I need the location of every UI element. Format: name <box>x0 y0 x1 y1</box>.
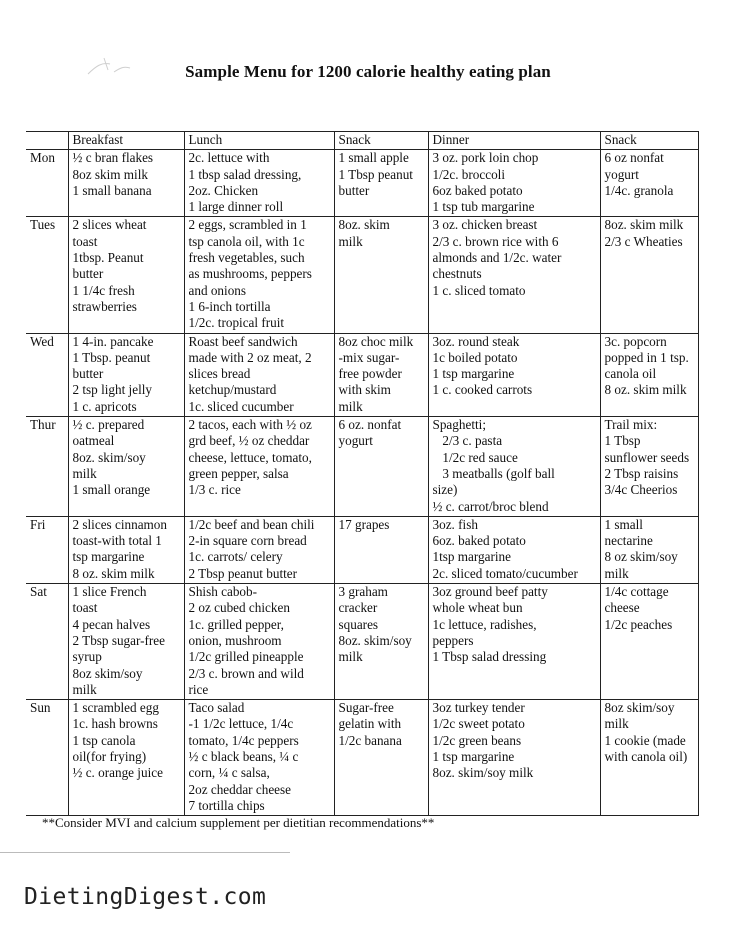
meal-item: butter <box>72 366 104 382</box>
meal-item: 3 oz. chicken breast <box>432 217 538 233</box>
meal-cell <box>334 217 428 333</box>
meal-item: and onions <box>188 282 247 298</box>
meal-cell <box>68 584 184 700</box>
day-label: Sun <box>26 700 68 816</box>
meal-item: 1 6-inch tortilla <box>188 298 271 314</box>
meal-item: toast <box>72 600 98 616</box>
meal-item: 2 slices cinnamon <box>72 516 167 532</box>
meal-cell <box>68 150 184 217</box>
meal-item: 1 c. cooked carrots <box>432 382 533 398</box>
meal-item: 2 tacos, each with ½ oz <box>188 417 312 433</box>
meal-item: 1 Tbsp <box>604 433 641 449</box>
meal-cell <box>68 417 184 517</box>
meal-item: onion, mushroom <box>188 632 282 648</box>
meal-cell <box>334 700 428 816</box>
meal-item: 1 c. sliced tomato <box>432 282 526 298</box>
meal-item: -mix sugar- <box>338 349 400 365</box>
meal-item: 3 graham <box>338 584 388 600</box>
meal-item: 2 oz cubed chicken <box>188 600 290 616</box>
column-header: Snack <box>600 132 698 150</box>
meal-cell <box>600 584 698 700</box>
meal-item: ½ c black beans, ¼ c <box>188 748 299 764</box>
meal-item: peppers <box>432 632 474 648</box>
meal-item: Trail mix: <box>604 417 658 433</box>
meal-cell <box>184 150 334 217</box>
meal-item: 1 1/4c fresh <box>72 282 135 298</box>
meal-item: syrup <box>72 649 102 665</box>
meal-cell <box>184 417 334 517</box>
table-row <box>26 217 698 333</box>
day-label: Thur <box>26 417 68 517</box>
meal-item: milk <box>604 716 629 732</box>
meal-cell <box>68 333 184 416</box>
meal-cell <box>68 700 184 816</box>
meal-item: 7 tortilla chips <box>188 797 265 813</box>
meal-cell <box>600 150 698 217</box>
meal-item: 1 small <box>604 516 643 532</box>
meal-item: strawberries <box>72 298 137 314</box>
meal-item: 6 oz. nonfat <box>338 417 402 433</box>
table-row <box>26 584 698 700</box>
meal-item: 1c lettuce, radishes, <box>432 616 537 632</box>
meal-item: 3oz ground beef patty <box>432 584 548 600</box>
meal-item: 1/2c sweet potato <box>432 716 525 732</box>
meal-item: 2 Tbsp raisins <box>604 465 679 481</box>
meal-item: 8oz skim/soy <box>604 700 675 716</box>
meal-item: 2 slices wheat <box>72 217 147 233</box>
meal-item: free powder <box>338 366 402 382</box>
meal-cell <box>428 700 600 816</box>
meal-cell <box>428 217 600 333</box>
meal-cell <box>334 516 428 583</box>
meal-cell <box>428 150 600 217</box>
meal-item: 1/2c banana <box>338 732 402 748</box>
meal-item: 2 tsp light jelly <box>72 382 152 398</box>
meal-item: 1c. sliced cucumber <box>188 398 294 414</box>
meal-cell <box>334 333 428 416</box>
column-header: Snack <box>334 132 428 150</box>
meal-item: ½ c. orange juice <box>72 765 163 781</box>
meal-item: squares <box>338 616 379 632</box>
day-label: Wed <box>26 333 68 416</box>
meal-cell <box>184 516 334 583</box>
meal-cell <box>68 516 184 583</box>
meal-item: ½ c. prepared <box>72 417 145 433</box>
meal-item: milk <box>338 398 363 414</box>
meal-cell <box>184 333 334 416</box>
meal-item: yogurt <box>338 433 373 449</box>
page-title: Sample Menu for 1200 calorie healthy eating plan <box>185 62 551 81</box>
meal-item: with skim <box>338 382 391 398</box>
meal-item: cheese, lettuce, tomato, <box>188 449 312 465</box>
meal-cell <box>184 217 334 333</box>
meal-item: 1 slice French <box>72 584 147 600</box>
meal-cell <box>428 584 600 700</box>
meal-item: 1c. grilled pepper, <box>188 616 284 632</box>
footnote: **Consider MVI and calcium supplement per dietitian recommendations** <box>42 815 435 830</box>
meal-cell <box>334 150 428 217</box>
meal-item: 1/2c. broccoli <box>432 166 506 182</box>
meal-item: 3 meatballs (golf ball <box>432 465 555 481</box>
meal-cell <box>600 217 698 333</box>
meal-item: 8 oz. skim milk <box>604 382 687 398</box>
meal-item: 3c. popcorn <box>604 333 667 349</box>
meal-item: grd beef, ½ oz cheddar <box>188 433 310 449</box>
meal-item: toast <box>72 233 98 249</box>
meal-item: 3oz. fish <box>432 516 478 532</box>
table-row <box>26 417 698 517</box>
meal-item: 3/4c Cheerios <box>604 482 678 498</box>
meal-item: 1 Tbsp peanut <box>338 166 413 182</box>
meal-item: 1/3 c. rice <box>188 482 241 498</box>
day-label: Sat <box>26 584 68 700</box>
meal-item: milk <box>72 681 97 697</box>
meal-item: oatmeal <box>72 433 115 449</box>
meal-cell <box>600 417 698 517</box>
meal-item: Roast beef sandwich <box>188 333 298 349</box>
meal-item: 2oz cheddar cheese <box>188 781 292 797</box>
meal-cell <box>600 333 698 416</box>
meal-item: with canola oil) <box>604 748 688 764</box>
meal-item: 1 cookie (made <box>604 732 686 748</box>
meal-item: 17 grapes <box>338 516 390 532</box>
meal-item: milk <box>338 649 363 665</box>
meal-item: corn, ¼ c salsa, <box>188 765 270 781</box>
meal-item: 1 Tbsp salad dressing <box>432 649 547 665</box>
table-header-row <box>26 132 698 150</box>
meal-item: size) <box>432 482 458 498</box>
meal-item: 1c. carrots/ celery <box>188 549 283 565</box>
meal-item: sunflower seeds <box>604 449 690 465</box>
meal-item: 2oz. Chicken <box>188 182 259 198</box>
meal-item: 2/3 c Wheaties <box>604 233 683 249</box>
meal-item: 2c. lettuce with <box>188 150 270 166</box>
day-label: Mon <box>26 150 68 217</box>
meal-item: 1tsp margarine <box>432 549 511 565</box>
day-label: Fri <box>26 516 68 583</box>
meal-item: 1 tbsp salad dressing, <box>188 166 302 182</box>
meal-item: almonds and 1/2c. water <box>432 250 562 266</box>
meal-item: 2 Tbsp sugar-free <box>72 632 166 648</box>
meal-item: nectarine <box>604 533 653 549</box>
meal-cell <box>184 700 334 816</box>
column-header: Breakfast <box>68 132 184 150</box>
meal-item: Shish cabob- <box>188 584 257 600</box>
meal-item: whole wheat bun <box>432 600 523 616</box>
meal-item: milk <box>72 465 97 481</box>
meal-item: tsp margarine <box>72 549 145 565</box>
meal-cell <box>334 417 428 517</box>
meal-item: cheese <box>604 600 640 616</box>
meal-item: 1 tsp tub margarine <box>432 199 535 215</box>
site-watermark: DietingDigest.com <box>24 884 267 910</box>
meal-item: 8oz. skim milk <box>604 217 684 233</box>
meal-item: oil(for frying) <box>72 748 147 764</box>
meal-item: 2 Tbsp peanut butter <box>188 565 298 581</box>
meal-item: slices bread <box>188 366 251 382</box>
meal-item: 1 small banana <box>72 182 152 198</box>
meal-cell <box>334 584 428 700</box>
meal-item: 1/2c green beans <box>432 732 522 748</box>
meal-item: butter <box>72 266 104 282</box>
meal-item: 1/2c red sauce <box>432 449 518 465</box>
meal-item: ½ c bran flakes <box>72 150 154 166</box>
meal-item: 8oz. skim/soy <box>72 449 146 465</box>
meal-cell <box>428 333 600 416</box>
meal-item: ketchup/mustard <box>188 382 277 398</box>
table-row <box>26 516 698 583</box>
meal-item: toast-with total 1 <box>72 533 162 549</box>
column-header: Dinner <box>428 132 600 150</box>
meal-item: 2 eggs, scrambled in 1 <box>188 217 307 233</box>
meal-item: 1 small apple <box>338 150 409 166</box>
meal-item: Taco salad <box>188 700 245 716</box>
meal-item: 1/2c. tropical fruit <box>188 315 285 331</box>
meal-item: 1 tsp margarine <box>432 748 515 764</box>
meal-item: 1 tsp margarine <box>432 366 515 382</box>
meal-cell <box>68 217 184 333</box>
meal-item: cracker <box>338 600 378 616</box>
meal-item: 2/3 c. pasta <box>432 433 503 449</box>
meal-item: milk <box>338 233 363 249</box>
meal-item: 1/4c. granola <box>604 182 674 198</box>
day-label: Tues <box>26 217 68 333</box>
meal-item: as mushrooms, peppers <box>188 266 312 282</box>
meal-item: 1 large dinner roll <box>188 199 284 215</box>
table-row <box>26 333 698 416</box>
header-corner-cell <box>26 132 68 150</box>
meal-item: 1 Tbsp. peanut <box>72 349 151 365</box>
meal-item: 3oz turkey tender <box>432 700 525 716</box>
meal-item: canola oil <box>604 366 657 382</box>
meal-item: 1 scrambled egg <box>72 700 159 716</box>
meal-item: 8oz. skim <box>338 217 390 233</box>
meal-item: rice <box>188 681 209 697</box>
meal-item: 8oz. skim/soy milk <box>432 765 534 781</box>
meal-item: 1 small orange <box>72 482 151 498</box>
meal-item: 3 oz. pork loin chop <box>432 150 539 166</box>
meal-item: 1c boiled potato <box>432 349 518 365</box>
meal-item: 4 pecan halves <box>72 616 151 632</box>
meal-item: 1 c. apricots <box>72 398 137 414</box>
meal-item: 8oz. skim/soy <box>338 632 412 648</box>
meal-item: Sugar-free <box>338 700 394 716</box>
menu-table-body <box>26 150 698 816</box>
menu-table <box>26 131 699 816</box>
meal-item: 1/2c peaches <box>604 616 673 632</box>
meal-cell <box>184 584 334 700</box>
meal-item: milk <box>604 565 629 581</box>
meal-item: 2/3 c. brown rice with 6 <box>432 233 559 249</box>
meal-item: -1 1/2c lettuce, 1/4c <box>188 716 294 732</box>
meal-item: 1/2c grilled pineapple <box>188 649 304 665</box>
table-row <box>26 150 698 217</box>
meal-item: 6oz baked potato <box>432 182 523 198</box>
meal-item: made with 2 oz meat, 2 <box>188 349 312 365</box>
meal-item: yogurt <box>604 166 639 182</box>
column-header: Lunch <box>184 132 334 150</box>
meal-item: Spaghetti; <box>432 417 486 433</box>
meal-item: 1 tsp canola <box>72 732 136 748</box>
meal-cell <box>600 700 698 816</box>
meal-item: popped in 1 tsp. <box>604 349 689 365</box>
meal-item: tsp canola oil, with 1c <box>188 233 305 249</box>
meal-item: 2c. sliced tomato/cucumber <box>432 565 578 581</box>
meal-item: 1c. hash browns <box>72 716 158 732</box>
meal-item: 1tbsp. Peanut <box>72 250 144 266</box>
meal-cell <box>600 516 698 583</box>
meal-item: 8oz skim/soy <box>72 665 143 681</box>
meal-item: fresh vegetables, such <box>188 250 305 266</box>
meal-item: 1/2c beef and bean chili <box>188 516 315 532</box>
meal-item: 3oz. round steak <box>432 333 520 349</box>
meal-item: 1 4-in. pancake <box>72 333 154 349</box>
meal-item: chestnuts <box>432 266 482 282</box>
meal-item: 8oz skim milk <box>72 166 148 182</box>
meal-item: 1/4c cottage <box>604 584 669 600</box>
meal-item: 2-in square corn bread <box>188 533 307 549</box>
meal-item: 8 oz skim/soy <box>604 549 678 565</box>
table-row <box>26 700 698 816</box>
meal-cell <box>428 417 600 517</box>
meal-item: ½ c. carrot/broc blend <box>432 498 549 514</box>
divider-line <box>0 852 290 853</box>
meal-item: 2/3 c. brown and wild <box>188 665 304 681</box>
meal-cell <box>428 516 600 583</box>
meal-item: 6 oz nonfat <box>604 150 664 166</box>
meal-item: gelatin with <box>338 716 402 732</box>
meal-item: green pepper, salsa <box>188 465 289 481</box>
meal-item: 8 oz. skim milk <box>72 565 155 581</box>
meal-item: butter <box>338 182 370 198</box>
meal-item: tomato, 1/4c peppers <box>188 732 299 748</box>
meal-item: 8oz choc milk <box>338 333 414 349</box>
meal-item: 6oz. baked potato <box>432 533 526 549</box>
